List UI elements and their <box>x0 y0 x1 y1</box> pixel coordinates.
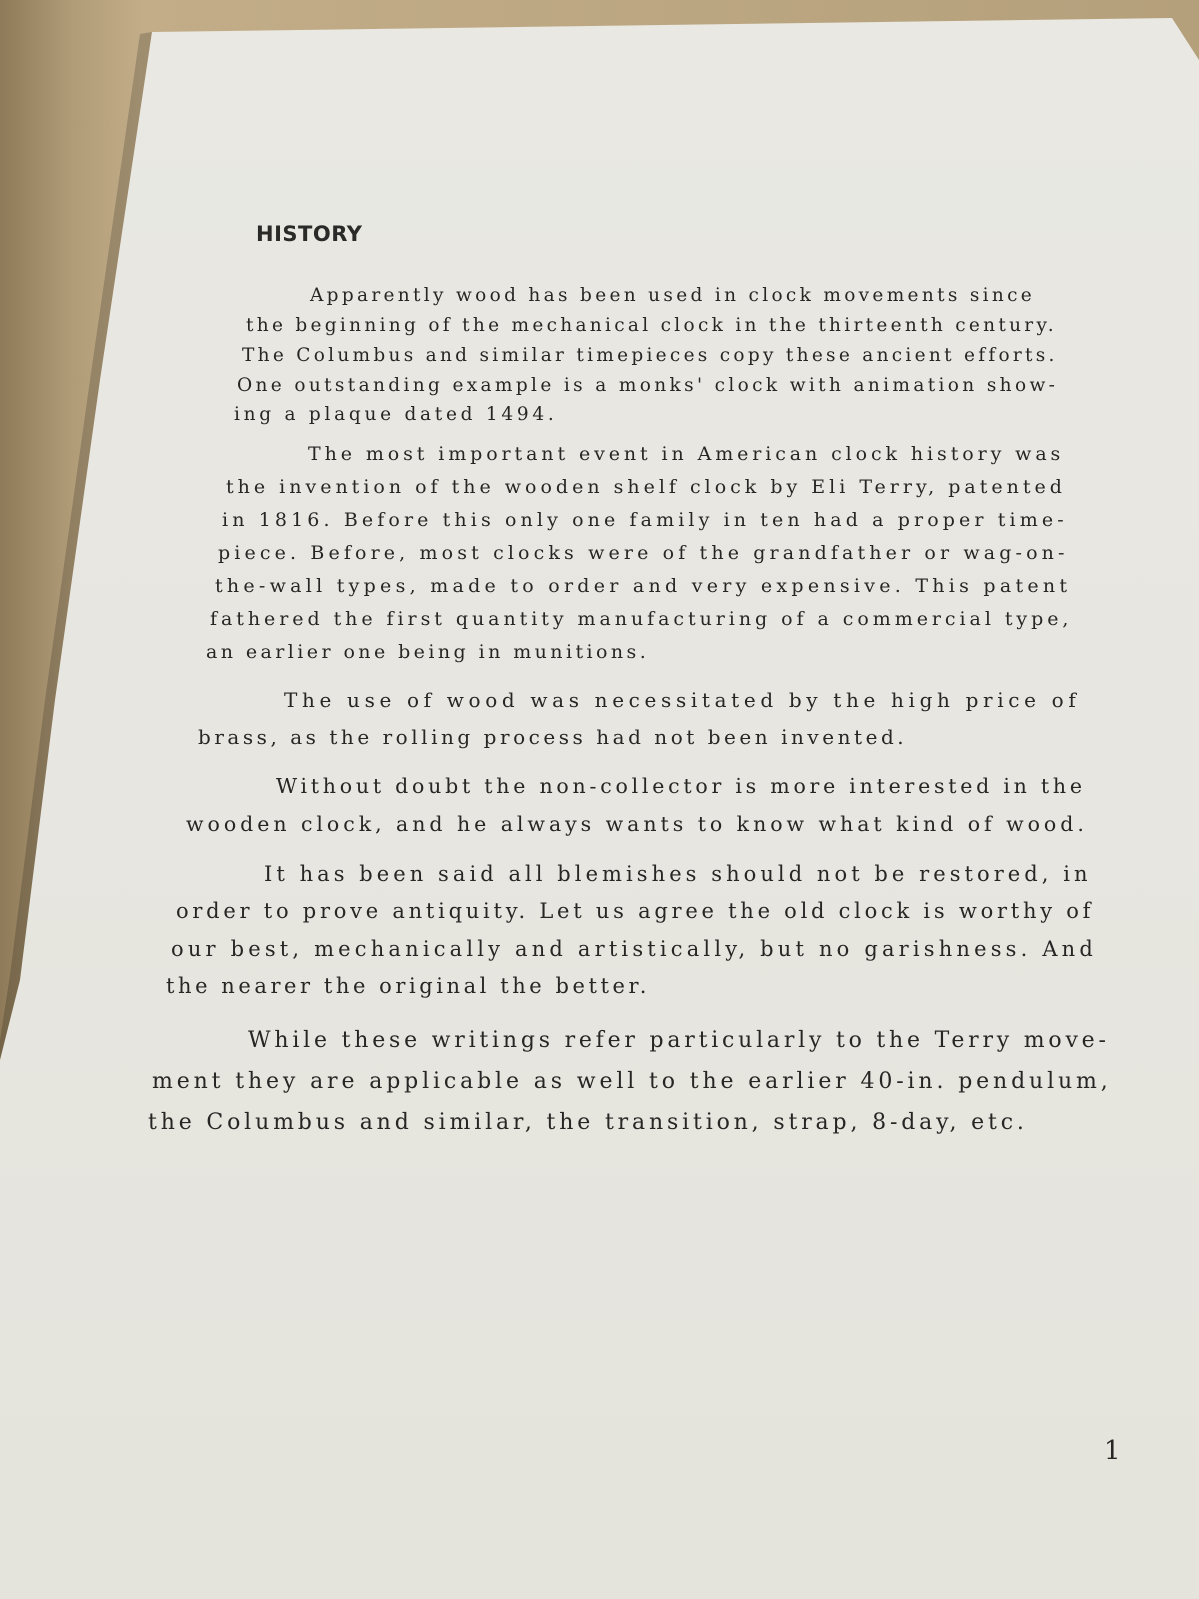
text-line: The use of wood was necessitated by the high price of <box>284 688 1081 712</box>
text-line: in 1816. Before this only one family in ten had a proper time- <box>222 509 1068 531</box>
text-line: piece. Before, most clocks were of the grandfather or wag-on- <box>218 542 1069 564</box>
page-heading: HISTORY <box>256 222 363 246</box>
text-line: the nearer the original the better. <box>166 974 650 998</box>
text-line: brass, as the rolling process had not been invented. <box>198 725 908 749</box>
text-line: an earlier one being in munitions. <box>206 641 650 663</box>
text-line: Without doubt the non-collector is more interested in the <box>276 774 1086 798</box>
text-line: ment they are applicable as well to the earlier 40-in. pendulum, <box>152 1069 1112 1094</box>
text-line: Apparently wood has been used in clock movements since <box>310 285 1036 306</box>
text-line: the invention of the wooden shelf clock by Eli Terry, patented <box>226 476 1066 498</box>
text-line: ing a plaque dated 1494. <box>234 404 558 425</box>
text-line: One outstanding example is a monks' clock with animation show- <box>237 375 1059 396</box>
text-line: our best, mechanically and artistically, but no garishness. And <box>171 937 1097 961</box>
text-line: wooden clock, and he always wants to know what kind of wood. <box>186 812 1088 836</box>
page-number: 1 <box>1104 1436 1121 1466</box>
text-line: fathered the first quantity manufacturing of a commercial type, <box>210 608 1073 630</box>
text-line: The most important event in American clock history was <box>308 443 1065 465</box>
text-line: the beginning of the mechanical clock in the thirteenth century. <box>246 315 1057 336</box>
text-line: While these writings refer particularly to the Terry move- <box>248 1028 1110 1053</box>
text-line: It has been said all blemishes should not be restored, in <box>264 862 1092 886</box>
text-line: the Columbus and similar, the transition, strap, 8-day, etc. <box>148 1110 1028 1135</box>
text-line: the-wall types, made to order and very expensive. This patent <box>215 575 1072 597</box>
text-line: order to prove antiquity. Let us agree the old clock is worthy of <box>176 899 1095 923</box>
text-line: The Columbus and similar timepieces copy these ancient efforts. <box>242 345 1058 366</box>
